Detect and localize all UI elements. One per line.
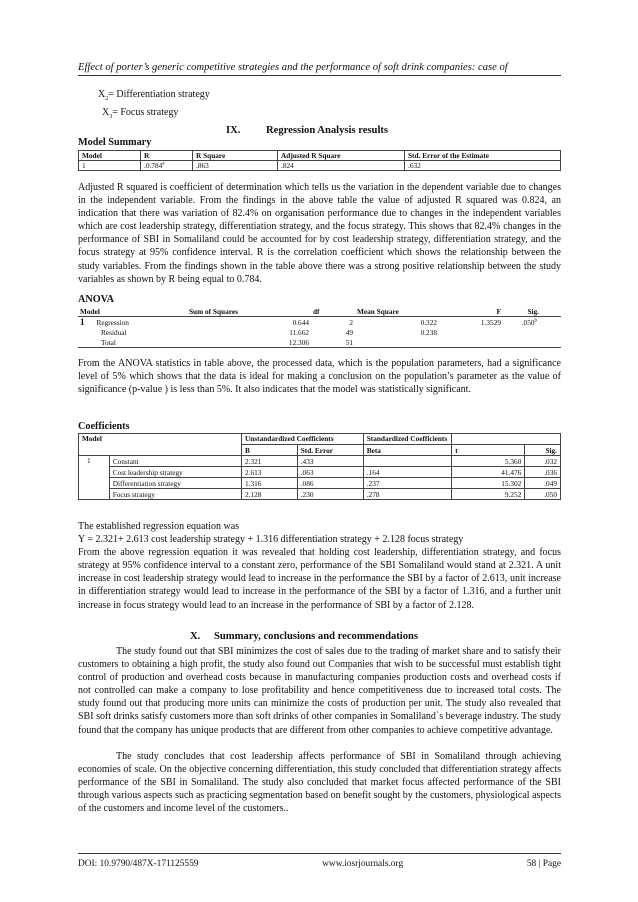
model-summary-table <box>78 150 561 171</box>
paragraph-regression-equation: The established regression equation was Y = 2.321+ 2.613 cost leadership strategy + 1.316 differentiation strategy + 2.128 focus strategy From the above regression equation it was revealed that holding cost leadership, differentiation strategy, and focus strategy at 95% confidence interval to a constant zero, performance of the SBI Somaliland would stand at 2.321. A unit increase in cost leadership strategy would lead to increase in the performance the SBI by a factor of 2.613, unit increase in differentiation strategy would lead to increase in the performance of the SBI by a factor of 1.316, and a further unit increase in focus strategy would lead to an increase in the performance of SBI by a factor of 2.128. <box>78 521 561 611</box>
table-row: 1 Constant 2.321 .433 5.360 .032 <box>79 456 561 467</box>
paragraph-anova: From the ANOVA statistics in table above, the processed data, which is the population parameters, had a significance level of 5% which shows that the data is ideal for making a conclusion on the population’s parameter as the value of significance (p-value ) is less than 5%. It also indicates that the model was statistically significant. <box>78 358 561 396</box>
doi-text: DOI: 10.9790/487X-171125559 <box>78 859 199 869</box>
coefficients-caption: Coefficients <box>78 421 130 432</box>
table-row: Cost leadership strategy 2.613 .063 .164 41.476 .036 <box>79 467 561 478</box>
section-heading-x: X. Summary, conclusions and recommendations <box>190 631 419 642</box>
table-row: Differentiation strategy 1.316 .086 .237 15.302 .049 <box>79 478 561 489</box>
section-heading-ix: IX. Regression Analysis results <box>226 125 389 136</box>
table-row: 1 Regression 0.644 2 0.322 1.3529 .050$^b$ <box>80 317 537 327</box>
paragraph-summary: The study found out that SBI minimizes the cost of sales due to the trading of market share and to satisfy their customers to obtaining a high profit, the study also found out Companies that wish to be successful must establish tight control of production and overhead costs because in manufacturing companies production costs and overhead costs if not controlled can make a company to lose profitability and hence competitiveness due to increased total costs. The study found out that producing more units can minimize the costs of production per unit. The study also revealed that SBI soft drinks satisfy customers more than soft drinks of other companies in Somaliland`s beverage industry. The study found that the company has unique products that are different from other companies to achieve competitive advantage. <box>78 646 561 736</box>
table-header-row: Model Sum of Squares df Mean Square F Sig. <box>78 306 561 317</box>
regression-equation: Y = 2.321+ 2.613 cost leadership strategy + 1.316 differentiation strategy + 2.128 focus strategy <box>78 534 464 546</box>
paragraph-adjusted-r: Adjusted R squared is coefficient of determination which tells us the variation in the dependent variable due to changes in the independent variable. From the findings in the above table the value of adjusted R squared was 0.824, an indication that there was variation of 82.4% on organisation performance due to changes in the independent variables which are cost leadership strategy, differentiation strategy, and the focus strategy. This shows that 82.4% changes in the performance of SBI in Somaliland could be accounted for by cost leadership strategy, differentiation strategy, and the focus strategy at 95% confidence interval. R is the correlation coefficient which shows the relationship between the study variables. From the findings shown in the table above there was a strong positive relationship between the study variables as shown by R being equal to 0.784. <box>78 182 561 285</box>
table-header-row: B Std. Error Beta t Sig. <box>79 445 561 456</box>
table-row: 1 .0.784$^a$ .863 .824 .632 <box>79 161 561 171</box>
page-footer <box>78 853 561 869</box>
table-row: Residual 11.662 49 0.238 <box>101 327 437 337</box>
journal-site-link[interactable]: www.iosrjournals.org <box>322 859 404 869</box>
table-row: Focus strategy 2.128 .230 .278 9.252 .050 <box>79 489 561 500</box>
anova-table <box>78 306 561 348</box>
definition-x3: $X_3=$ Focus strategy <box>102 107 179 120</box>
table-header-row: Model R R Square Adjusted R Square Std. Error of the Estimate <box>79 151 561 161</box>
variable-definitions <box>98 88 210 124</box>
running-header: Effect of porter’s generic competitive strategies and the performance of soft drink companies: case of <box>78 62 561 76</box>
model-summary-caption: Model Summary <box>78 137 152 148</box>
table-header-row: Model Unstandardized Coefficients Standardized Coefficients <box>79 434 561 445</box>
paragraph-conclusions: The study concludes that cost leadership affects performance of SBI in Somaliland through achieving economies of scale. On the objective concerning differentiation, this study concluded that differentiation strategy affects performance of the SBI in Somaliland. The study also concluded that market focus affected performance of the SBI through various aspects such as practicing segmentation based on benefit sought by the customers, physiological aspects of the customers and income level of the customers.. <box>78 751 561 815</box>
definition-x2: $X_2=$ Differentiation strategy <box>98 89 210 102</box>
anova-caption: ANOVA <box>78 294 115 305</box>
page-number: 58 | Page <box>526 859 561 869</box>
table-row: Total 12.306 51 <box>78 337 561 348</box>
coefficients-table <box>78 433 561 500</box>
